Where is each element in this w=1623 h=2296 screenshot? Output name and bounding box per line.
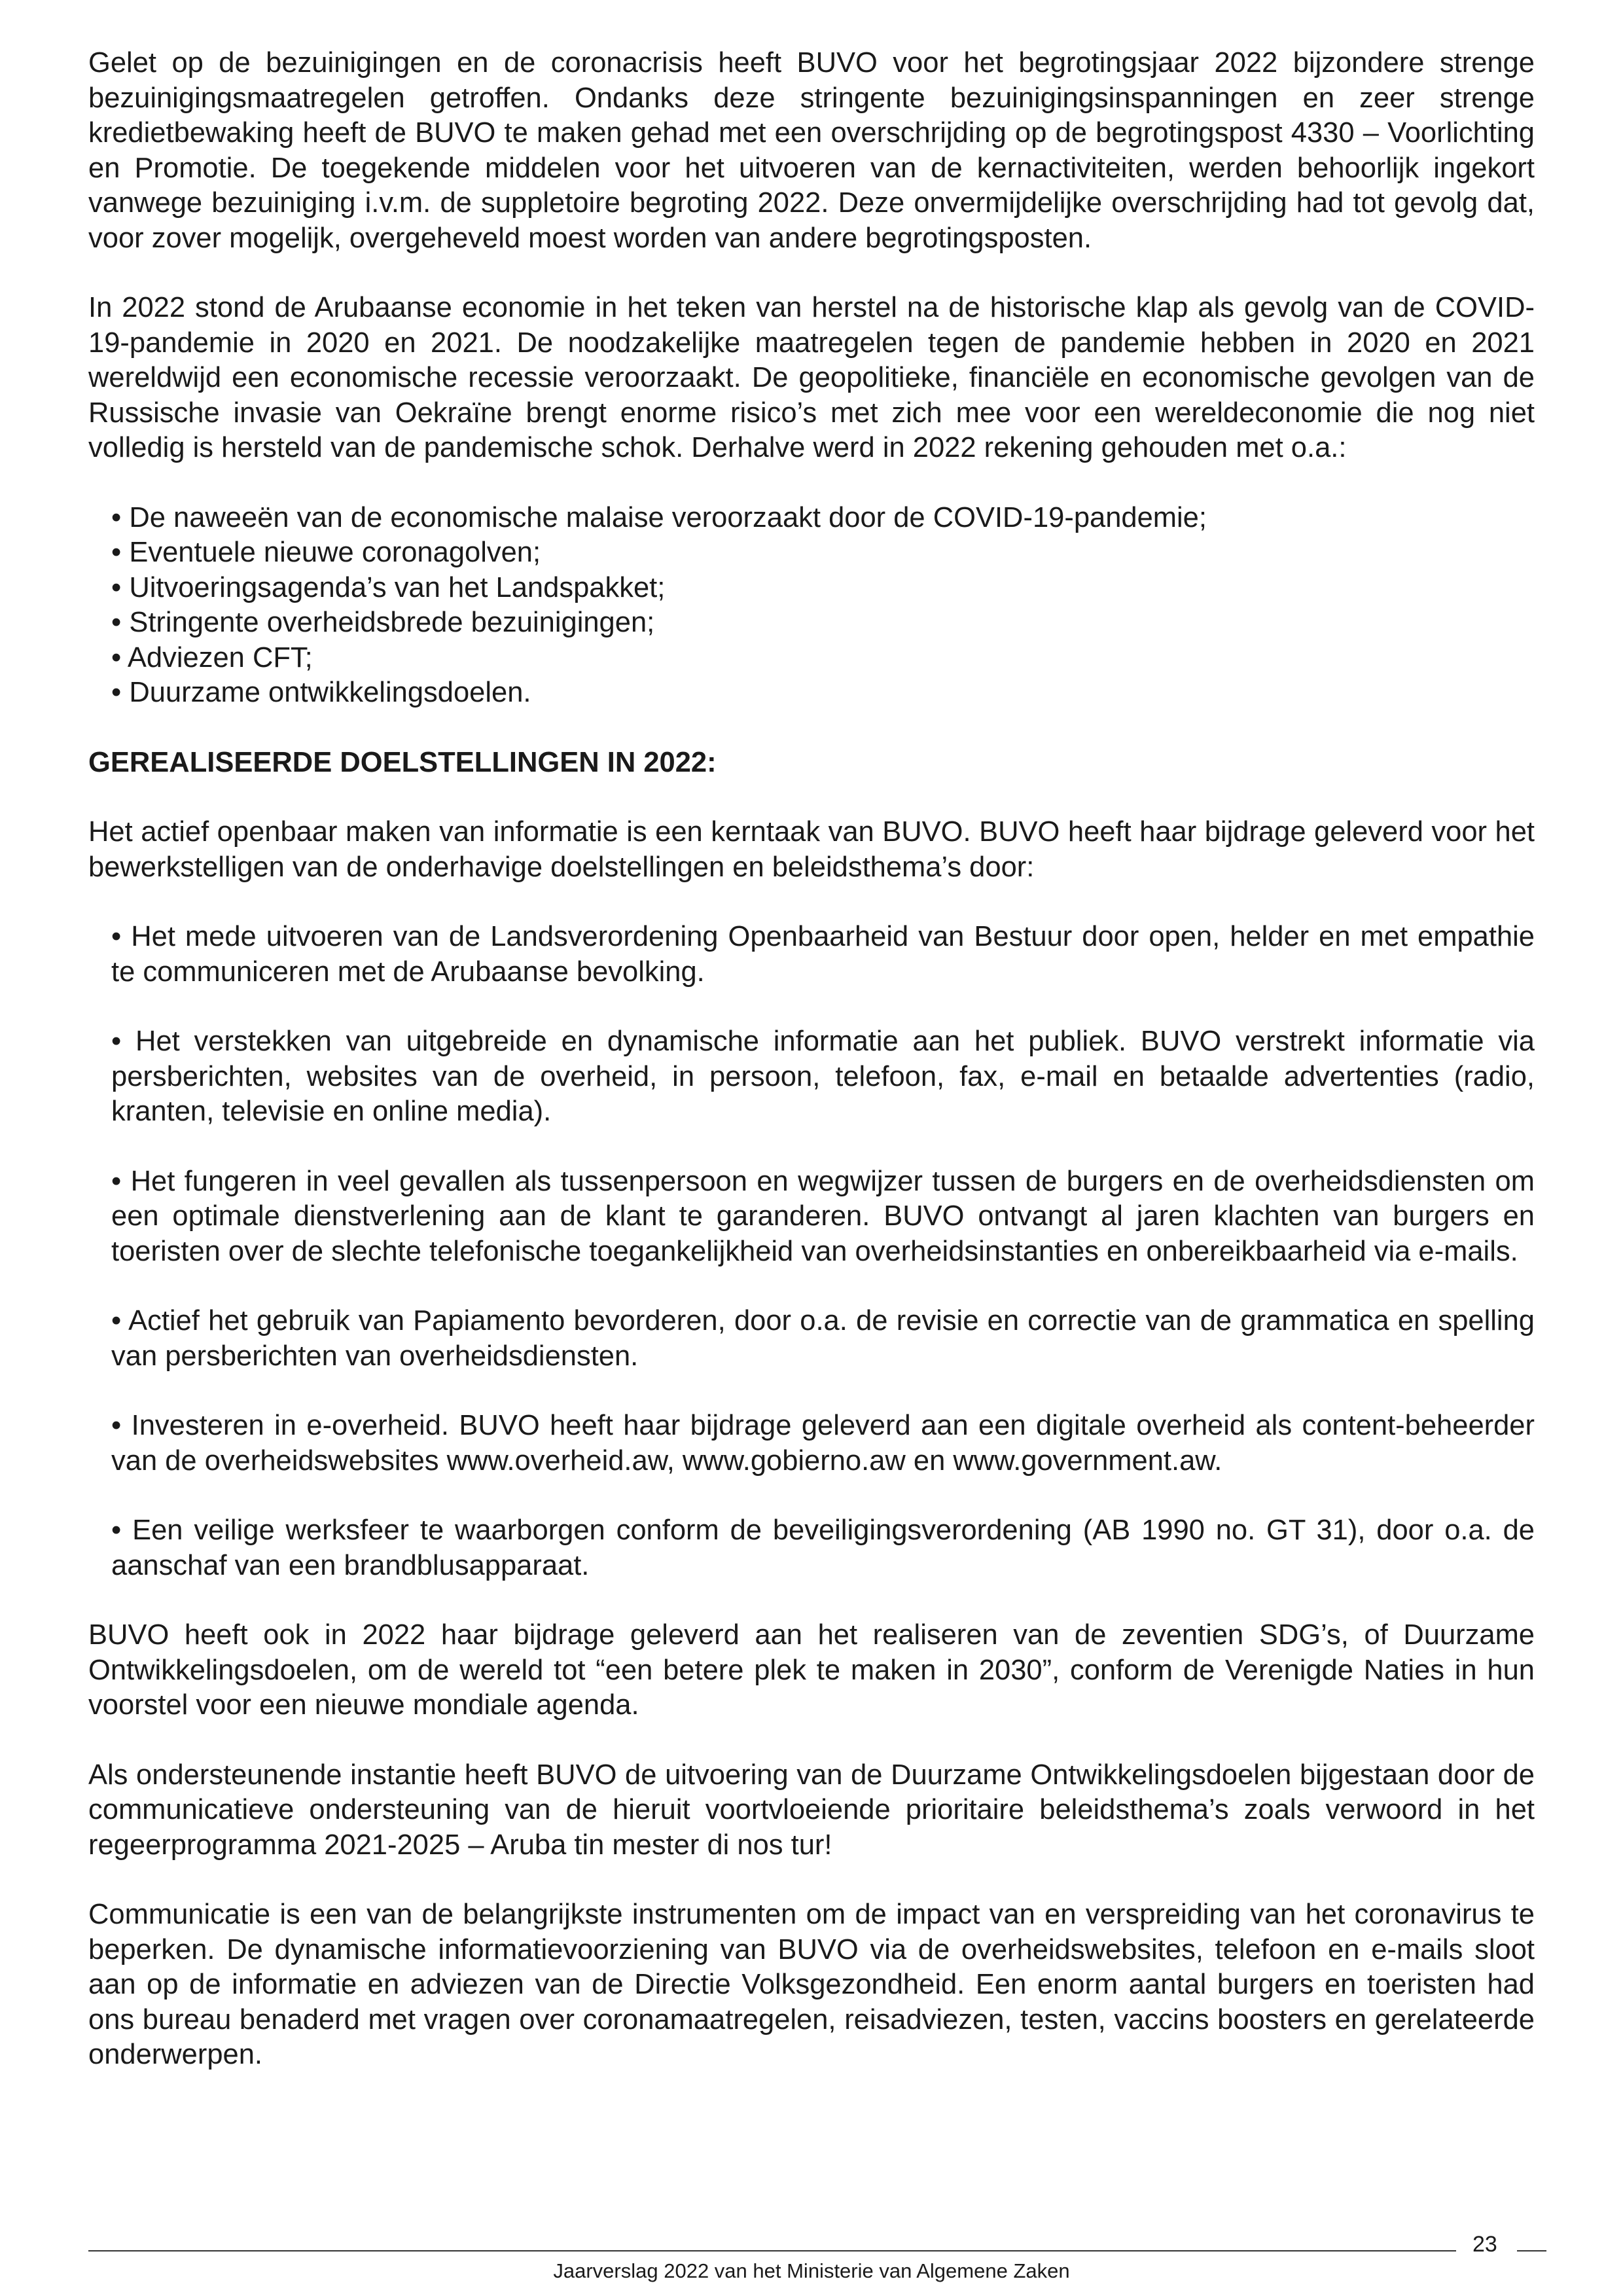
list-item: • Investeren in e-overheid. BUVO heeft haar bijdrage geleverd aan een digitale overheid als content-beheerder van de overheidswebsites www.overheid.aw, www.gobierno.aw en www.government.aw. [111,1410,1535,1477]
closing-paragraph-sdg: BUVO heeft ook in 2022 haar bijdrage geleverd aan het realiseren van de zeventien SDG’s, of Duurzame Ontwikkelingsdoelen, om de wereld tot “een betere plek te maken in 2030”, conform de Verenigde Naties in hun voorstel voor een nieuwe mondiale agenda. [88,1619,1535,1721]
goals-intro-paragraph: Het actief openbaar maken van informatie is een kerntaak van BUVO. BUVO heeft haar bijdrage geleverd voor het bewerkstelligen van de onderhavige doelstellingen en beleidsthema’s door: [88,816,1535,883]
considerations-list [88,501,1535,711]
footer-divider-right [1517,2250,1546,2251]
list-item: • Adviezen CFT; [111,641,313,673]
list-item: • Duurzame ontwikkelingsdoelen. [111,677,531,708]
goals-list [88,920,1535,1583]
intro-paragraph-economy: In 2022 stond de Arubaanse economie in het teken van herstel na de historische klap als gevolg van de COVID-19-pandemie in 2020 en 2021. De noodzakelijke maatregelen tegen de pandemie hebben in 2020 en 2021 wereldwijd een economische recessie veroorzaakt. De geopolitieke, financiële en economische gevolgen van de Russische invasie van Oekraïne brengt enorme risico’s met zich mee voor een wereldeconomie die nog niet volledig is hersteld van de pandemische schok. Derhalve werd in 2022 rekening gehouden met o.a.: [88,292,1535,463]
list-item: • Het verstekken van uitgebreide en dynamische informatie aan het publiek. BUVO verstrekt informatie via persberichten, websites van de overheid, in persoon, telefoon, fax, e-mail en betaalde advertenties (radio, kranten, televisie en online media). [111,1026,1535,1127]
page-number: 23 [1472,2232,1497,2257]
page-content [88,46,1535,2108]
closing-paragraph-support: Als ondersteunende instantie heeft BUVO de uitvoering van de Duurzame Ontwikkelingsdoelen bijgestaan door de communicatieve ondersteuning van de hieruit voortvloeiende prioritaire beleidsthema’s zoals verwoord in het regeerprogramma 2021-2025 – Aruba tin mester di nos tur! [88,1759,1535,1861]
list-item: • Eventuele nieuwe coronagolven; [111,537,541,568]
closing-paragraph-communication: Communicatie is een van de belangrijkste instrumenten om de impact van en verspreiding van het coronavirus te beperken. De dynamische informatievoorziening van BUVO via de overheidswebsites, telefoon en e-mails sloot aan op de informatie en adviezen van de Directie Volksgezondheid. Een enorm aantal burgers en toeristen had ons bureau benaderd met vragen over coronamaatregelen, reisadviezen, testen, vaccins boosters en gerelateerde onderwerpen. [88,1899,1535,2070]
list-item: • De naweeën van de economische malaise veroorzaakt door de COVID-19-pandemie; [111,501,1207,533]
list-item: • Het mede uitvoeren van de Landsverordening Openbaarheid van Bestuur door open, helder en met empathie te communiceren met de Arubaanse bevolking. [111,921,1535,988]
list-item: • Uitvoeringsagenda’s van het Landspakket; [111,571,666,603]
list-item: • Actief het gebruik van Papiamento bevorderen, door o.a. de revisie en correctie van de grammatica en spelling van persberichten van overheidsdiensten. [111,1305,1535,1372]
list-item: • Stringente overheidsbrede bezuinigingen; [111,607,655,638]
list-item: • Het fungeren in veel gevallen als tussenpersoon en wegwijzer tussen de burgers en de overheidsdiensten om een optimale dienstverlening aan de klant te garanderen. BUVO ontvangt al jaren klachten van burgers en toeristen over de slechte telefonische toegankelijkheid van overheidsinstanties en onbereikbaarheid via e-mails. [111,1165,1535,1267]
section-heading: GEREALISEERDE DOELSTELLINGEN IN 2022: [88,746,717,778]
footer-title: Jaarverslag 2022 van het Ministerie van Algemene Zaken [553,2259,1070,2282]
footer-divider [88,2250,1456,2251]
intro-paragraph-budget: Gelet op de bezuinigingen en de coronacrisis heeft BUVO voor het begrotingsjaar 2022 bijzondere strenge bezuinigingsmaatregelen getroffen. Ondanks deze stringente bezuinigingsinspanningen en zeer strenge kredietbewaking heeft de BUVO te maken gehad met een overschrijding op de begrotingspost 4330 – Voorlichting en Promotie. De toegekende middelen voor het uitvoeren van de kernactiviteiten, werden behoorlijk ingekort vanwege bezuiniging i.v.m. de suppletoire begroting 2022. Deze onvermijdelijke overschrijding had tot gevolg dat, voor zover mogelijk, overgeheveld moest worden van andere begrotingsposten. [88,47,1535,254]
list-item: • Een veilige werksfeer te waarborgen conform de beveiligingsverordening (AB 1990 no. GT 31), door o.a. de aanschaf van een brandblusapparaat. [111,1515,1535,1581]
